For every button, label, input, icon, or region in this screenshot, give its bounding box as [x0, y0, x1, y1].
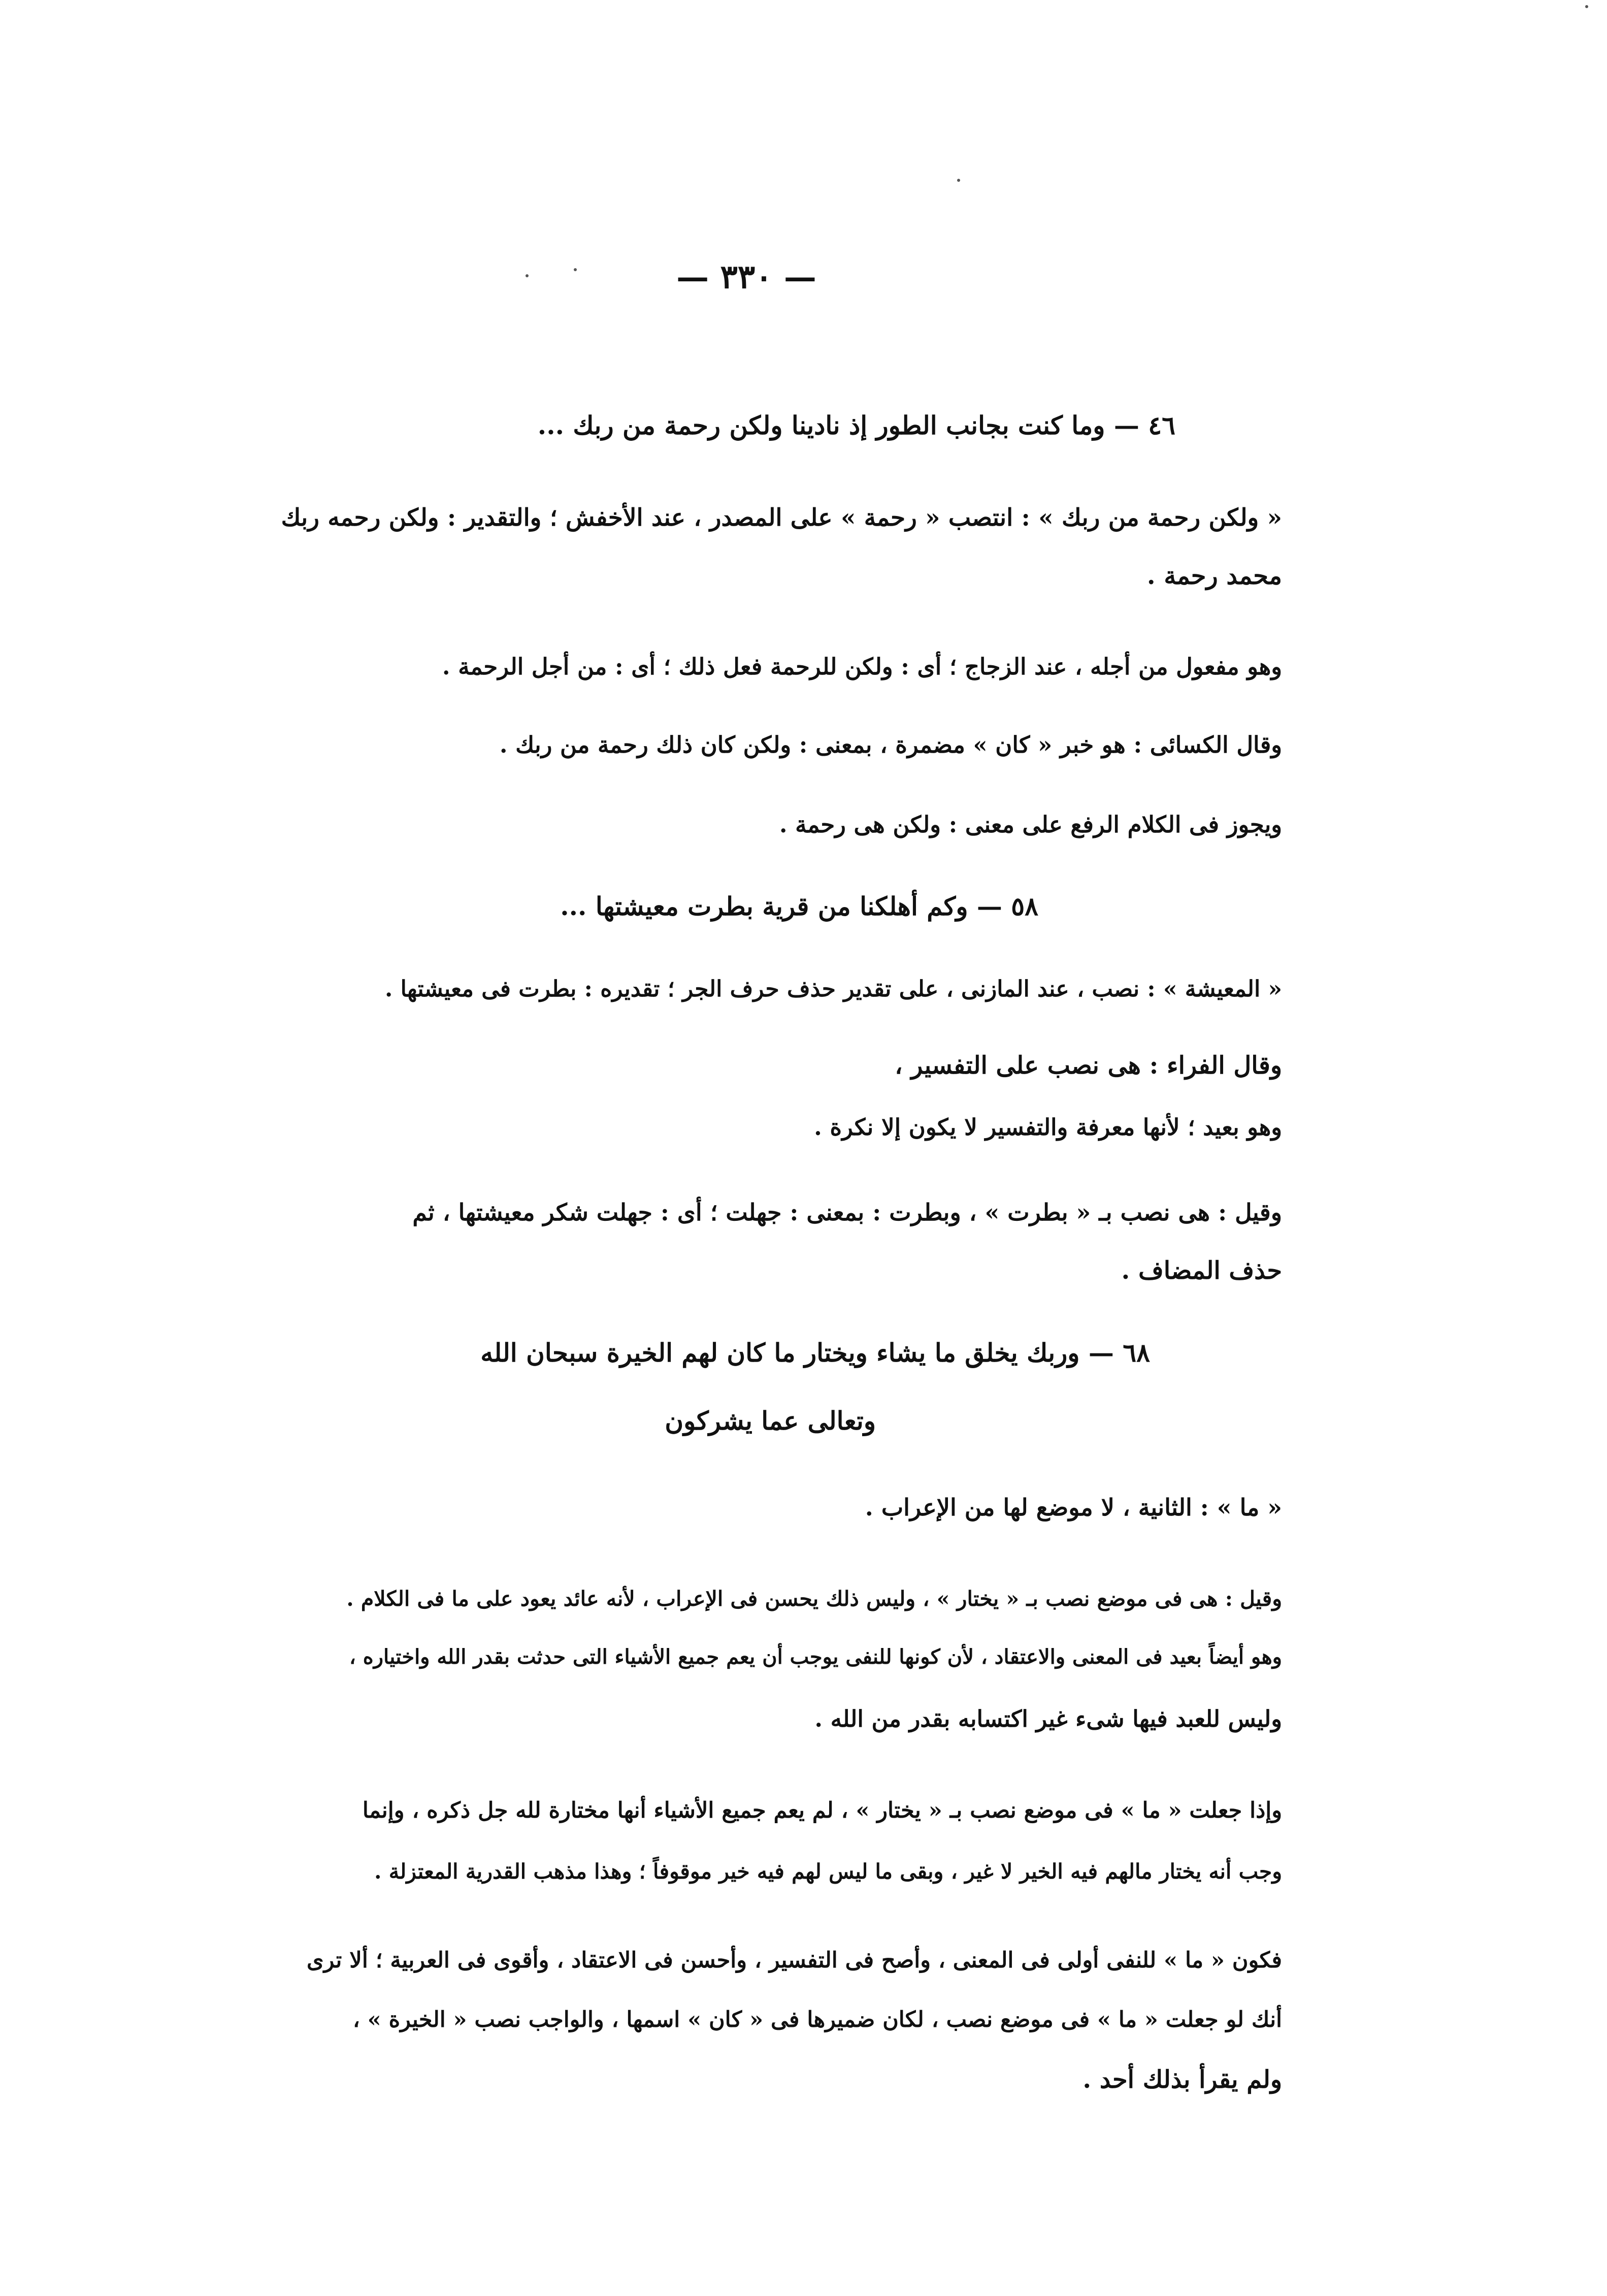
text-line: وجب أنه يختار مالهم فيه الخير لا غير ، وبقى ما ليس لهم فيه خير موقوفاً ؛ وهذا مذهب القدرية المعتزلة .: [374, 1859, 1282, 1884]
text-line: « ولكن رحمة من ربك » : انتصب « رحمة » على المصدر ، عند الأخفش ؛ والتقدير : ولكن رحمه ربك: [281, 504, 1282, 532]
text-line: وقيل : هى فى موضع نصب بـ « يختار » ، وليس ذلك يحسن فى الإعراب ، لأنه عائد يعود على ما فى الكلام .: [346, 1587, 1282, 1611]
verse-68-continuation: وتعالى عما يشركون: [665, 1406, 876, 1436]
scan-speck: [1585, 5, 1588, 8]
text-line: « ما » : الثانية ، لا موضع لها من الإعراب .: [865, 1494, 1282, 1521]
text-line: وليس للعبد فيها شىء غير اكتسابه بقدر من الله .: [814, 1705, 1282, 1732]
scan-speck: [957, 179, 960, 182]
text-line: وقيل : هى نصب بـ « بطرت » ، وبطرت : بمعنى : جهلت ؛ أى : جهلت شكر معيشتها ، ثم: [412, 1199, 1282, 1226]
text-line: أنك لو جعلت « ما » فى موضع نصب ، لكان ضميرها فى « كان » اسمها ، والواجب نصب « الخيرة » ،: [352, 2007, 1282, 2032]
scan-speck: [574, 268, 577, 271]
verse-68-heading: ٦٨ — وربك يخلق ما يشاء ويختار ما كان لهم الخيرة سبحان الله: [480, 1338, 1150, 1368]
verse-46-heading: ٤٦ — وما كنت بجانب الطور إذ نادينا ولكن رحمة من ربك ...: [537, 410, 1175, 440]
verse-58-heading: ٥٨ — وكم أهلكنا من قرية بطرت معيشتها ...: [560, 891, 1038, 921]
text-line: ويجوز فى الكلام الرفع على معنى : ولكن هى رحمة .: [779, 811, 1282, 838]
text-line: فكون « ما » للنفى أولى فى المعنى ، وأصح فى التفسير ، وأحسن فى الاعتقاد ، وأقوى فى العربية ؛ ألا ترى: [306, 1948, 1282, 1973]
text-line: وإذا جعلت « ما » فى موضع نصب بـ « يختار » ، لم يعم جميع الأشياء أنها مختارة لله جل ذكره ، وإنما: [362, 1798, 1282, 1823]
text-line: ولم يقرأ بذلك أحد .: [1083, 2065, 1282, 2094]
text-line: « المعيشة » : نصب ، عند المازنى ، على تقدير حذف حرف الجر ؛ تقديره : بطرت فى معيشتها .: [385, 976, 1282, 1002]
page-number: — ٣٣٠ —: [676, 258, 816, 296]
text-line: محمد رحمة .: [1146, 562, 1282, 590]
scan-speck: [526, 274, 529, 277]
text-line: وهو أيضاً بعيد فى المعنى والاعتقاد ، لأن كونها للنفى يوجب أن يعم جميع الأشياء التى حدثت بقدر الله واختياره ،: [349, 1645, 1282, 1669]
text-line: وقال الفراء : هى نصب على التفسير ،: [895, 1051, 1282, 1080]
text-line: وقال الكسائى : هو خبر « كان » مضمرة ، بمعنى : ولكن كان ذلك رحمة من ربك .: [499, 731, 1282, 758]
text-line: حذف المضاف .: [1121, 1256, 1282, 1285]
text-line: وهو بعيد ؛ لأنها معرفة والتفسير لا يكون إلا نكرة .: [814, 1114, 1282, 1141]
text-line: وهو مفعول من أجله ، عند الزجاج ؛ أى : ولكن للرحمة فعل ذلك ؛ أى : من أجل الرحمة .: [442, 653, 1282, 680]
